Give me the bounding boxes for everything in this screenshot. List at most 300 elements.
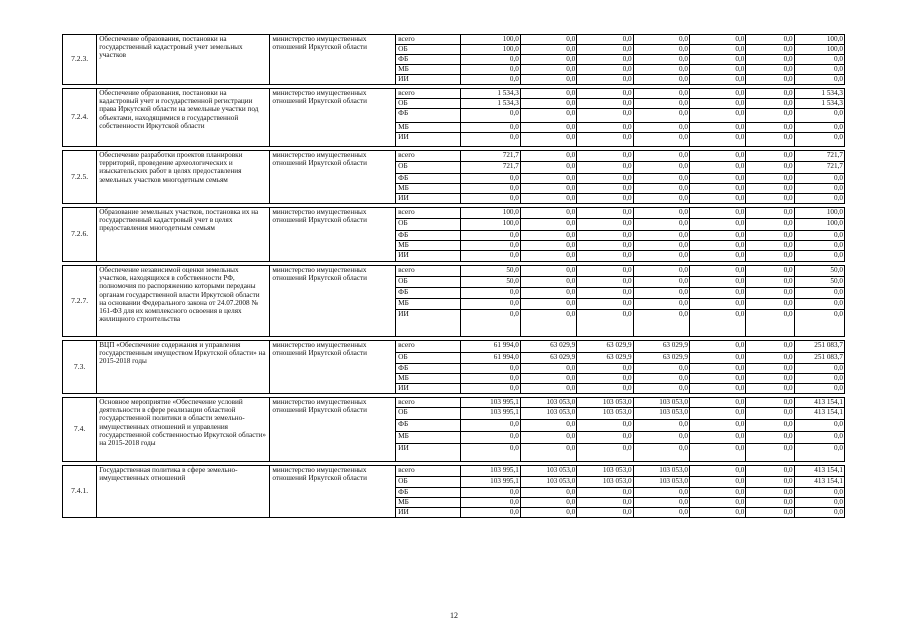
funding-value: 0,0 [633, 133, 689, 147]
funding-source: ИИ [396, 508, 460, 518]
funding-value: 0,0 [460, 498, 520, 508]
funding-value: 0,0 [577, 109, 633, 123]
funding-value: 0,0 [520, 299, 576, 310]
funding-value: 0,0 [794, 251, 844, 262]
funding-value: 0,0 [746, 45, 794, 55]
funding-value: 0,0 [633, 508, 689, 518]
funding-value: 0,0 [577, 162, 633, 174]
funding-table [62, 34, 845, 518]
funding-value: 0,0 [520, 508, 576, 518]
funding-value: 50,0 [794, 266, 844, 277]
funding-value: 0,0 [746, 231, 794, 241]
funding-value: 0,0 [689, 194, 745, 204]
funding-value: 0,0 [520, 310, 576, 337]
funding-value: 0,0 [577, 89, 633, 99]
funding-source: всего [396, 398, 460, 408]
funding-value: 0,0 [746, 398, 794, 408]
funding-value: 251 083,7 [794, 353, 844, 364]
table-row [63, 266, 845, 277]
funding-value: 100,0 [794, 208, 844, 219]
funding-value: 0,0 [577, 288, 633, 299]
funding-value: 0,0 [460, 231, 520, 241]
funding-value: 100,0 [460, 35, 520, 45]
funding-source: ФБ [396, 231, 460, 241]
funding-value: 0,0 [633, 75, 689, 85]
funding-value: 0,0 [689, 266, 745, 277]
funding-value: 0,0 [746, 364, 794, 374]
funding-value: 1 534,3 [794, 99, 844, 109]
funding-value: 0,0 [577, 219, 633, 231]
funding-source: ОБ [396, 408, 460, 420]
funding-value: 103 053,0 [577, 398, 633, 408]
funding-value: 0,0 [577, 123, 633, 133]
funding-value: 63 029,9 [520, 341, 576, 353]
funding-source: ИИ [396, 133, 460, 147]
funding-value: 0,0 [633, 99, 689, 109]
funding-value: 0,0 [633, 109, 689, 123]
funding-value: 0,0 [746, 374, 794, 384]
funding-value: 0,0 [746, 109, 794, 123]
funding-value: 0,0 [520, 99, 576, 109]
funding-source: МБ [396, 241, 460, 251]
funding-source: ОБ [396, 45, 460, 55]
funding-value: 413 154,1 [794, 408, 844, 420]
funding-value: 0,0 [746, 194, 794, 204]
funding-value: 0,0 [689, 420, 745, 432]
funding-source: ОБ [396, 477, 460, 488]
funding-source: МБ [396, 498, 460, 508]
measure-code: 7.2.4. [63, 89, 97, 147]
funding-value: 0,0 [794, 420, 844, 432]
funding-value: 1 534,3 [460, 89, 520, 99]
funding-value: 0,0 [520, 194, 576, 204]
funding-value: 0,0 [794, 310, 844, 337]
funding-value: 0,0 [633, 123, 689, 133]
funding-source: МБ [396, 374, 460, 384]
measure-code: 7.2.7. [63, 266, 97, 337]
funding-value: 0,0 [633, 498, 689, 508]
measure-executor: министерство имущественных отношений Иркутской области [270, 341, 396, 394]
funding-value: 103 053,0 [577, 408, 633, 420]
funding-value: 0,0 [520, 123, 576, 133]
funding-value: 0,0 [577, 241, 633, 251]
funding-source: ИИ [396, 75, 460, 85]
funding-value: 0,0 [746, 133, 794, 147]
funding-value: 0,0 [633, 266, 689, 277]
funding-value: 100,0 [794, 219, 844, 231]
funding-value: 0,0 [460, 174, 520, 184]
funding-value: 0,0 [577, 55, 633, 65]
measure-name: Обеспечение образования, постановки на кадастровый учет и государственной регистрации права Иркутской области на земельные участки под объектами, находящимися в государственной собственности Иркутской области [97, 89, 270, 147]
funding-value: 0,0 [633, 45, 689, 55]
funding-source: ИИ [396, 384, 460, 394]
funding-value: 0,0 [460, 133, 520, 147]
funding-value: 0,0 [520, 277, 576, 288]
funding-value: 0,0 [794, 288, 844, 299]
funding-value: 0,0 [746, 162, 794, 174]
table-row [63, 208, 845, 219]
funding-value: 721,7 [460, 162, 520, 174]
funding-value: 721,7 [460, 151, 520, 162]
funding-value: 103 995,1 [460, 408, 520, 420]
funding-value: 0,0 [689, 432, 745, 444]
measure-name: Обеспечение разработки проектов планировки территорий, проведение археологических и изыскательских работ в целях предоставления земельных участков многодетным семьям [97, 151, 270, 204]
funding-value: 0,0 [520, 420, 576, 432]
funding-value: 0,0 [633, 151, 689, 162]
funding-value: 0,0 [689, 35, 745, 45]
funding-value: 0,0 [746, 55, 794, 65]
funding-value: 0,0 [633, 65, 689, 75]
funding-value: 0,0 [520, 55, 576, 65]
table-row [63, 466, 845, 477]
funding-value: 0,0 [520, 219, 576, 231]
funding-value: 0,0 [520, 109, 576, 123]
funding-value: 0,0 [577, 444, 633, 462]
funding-value: 251 083,7 [794, 341, 844, 353]
measure-executor: министерство имущественных отношений Иркутской области [270, 398, 396, 462]
funding-value: 0,0 [633, 241, 689, 251]
funding-source: всего [396, 341, 460, 353]
measure-name: Обеспечение образования, постановки на государственный кадастровый учет земельных участков [97, 35, 270, 85]
funding-value: 0,0 [633, 310, 689, 337]
funding-value: 0,0 [520, 374, 576, 384]
funding-value: 0,0 [794, 374, 844, 384]
funding-value: 0,0 [577, 75, 633, 85]
funding-value: 0,0 [520, 488, 576, 498]
measure-code: 7.3. [63, 341, 97, 394]
funding-value: 0,0 [794, 364, 844, 374]
funding-value: 0,0 [689, 123, 745, 133]
funding-table-page [62, 34, 845, 518]
funding-value: 0,0 [460, 488, 520, 498]
funding-value: 721,7 [794, 162, 844, 174]
funding-value: 0,0 [746, 89, 794, 99]
funding-source: МБ [396, 123, 460, 133]
funding-value: 0,0 [746, 174, 794, 184]
funding-value: 0,0 [633, 444, 689, 462]
measure-name: Государственная политика в сфере земельно-имущественных отношений [97, 466, 270, 518]
funding-value: 0,0 [633, 374, 689, 384]
funding-value: 0,0 [746, 408, 794, 420]
funding-value: 0,0 [746, 184, 794, 194]
funding-value: 103 995,1 [460, 466, 520, 477]
funding-value: 63 029,9 [633, 341, 689, 353]
funding-value: 0,0 [794, 184, 844, 194]
funding-value: 0,0 [794, 498, 844, 508]
funding-value: 0,0 [633, 384, 689, 394]
funding-value: 0,0 [746, 498, 794, 508]
funding-value: 0,0 [689, 466, 745, 477]
funding-value: 0,0 [689, 477, 745, 488]
funding-value: 0,0 [577, 432, 633, 444]
funding-value: 0,0 [794, 488, 844, 498]
funding-value: 63 029,9 [577, 341, 633, 353]
funding-value: 0,0 [577, 194, 633, 204]
funding-value: 0,0 [460, 432, 520, 444]
funding-value: 0,0 [689, 208, 745, 219]
funding-value: 0,0 [520, 151, 576, 162]
funding-value: 0,0 [746, 99, 794, 109]
funding-source: ОБ [396, 277, 460, 288]
funding-value: 0,0 [577, 184, 633, 194]
measure-executor: министерство имущественных отношений Иркутской области [270, 466, 396, 518]
measure-executor: министерство имущественных отношений Иркутской области [270, 266, 396, 337]
funding-value: 0,0 [577, 488, 633, 498]
funding-value: 0,0 [689, 374, 745, 384]
funding-value: 0,0 [633, 208, 689, 219]
funding-value: 0,0 [689, 151, 745, 162]
funding-source: ФБ [396, 174, 460, 184]
funding-source: МБ [396, 184, 460, 194]
funding-value: 0,0 [520, 288, 576, 299]
funding-value: 0,0 [460, 384, 520, 394]
funding-value: 0,0 [746, 477, 794, 488]
funding-value: 0,0 [520, 89, 576, 99]
funding-value: 0,0 [794, 384, 844, 394]
funding-value: 0,0 [520, 241, 576, 251]
funding-value: 0,0 [633, 364, 689, 374]
funding-value: 0,0 [689, 45, 745, 55]
funding-value: 0,0 [460, 364, 520, 374]
funding-value: 0,0 [689, 498, 745, 508]
funding-value: 0,0 [520, 251, 576, 262]
funding-source: всего [396, 35, 460, 45]
funding-value: 0,0 [577, 508, 633, 518]
funding-value: 0,0 [746, 488, 794, 498]
funding-value: 50,0 [460, 266, 520, 277]
funding-source: всего [396, 466, 460, 477]
funding-value: 0,0 [689, 219, 745, 231]
funding-value: 0,0 [794, 299, 844, 310]
funding-value: 0,0 [746, 353, 794, 364]
funding-value: 0,0 [689, 65, 745, 75]
funding-value: 0,0 [746, 241, 794, 251]
funding-value: 0,0 [460, 241, 520, 251]
funding-value: 0,0 [746, 266, 794, 277]
funding-value: 0,0 [689, 231, 745, 241]
funding-value: 103 053,0 [633, 408, 689, 420]
funding-value: 0,0 [520, 65, 576, 75]
funding-value: 413 154,1 [794, 466, 844, 477]
table-row [63, 35, 845, 45]
funding-value: 0,0 [460, 374, 520, 384]
funding-value: 0,0 [689, 277, 745, 288]
funding-value: 0,0 [746, 123, 794, 133]
funding-source: ФБ [396, 488, 460, 498]
funding-value: 0,0 [520, 364, 576, 374]
funding-value: 0,0 [520, 75, 576, 85]
funding-value: 0,0 [460, 288, 520, 299]
measure-executor: министерство имущественных отношений Иркутской области [270, 89, 396, 147]
funding-value: 0,0 [520, 45, 576, 55]
funding-value: 0,0 [520, 444, 576, 462]
funding-value: 0,0 [633, 35, 689, 45]
funding-value: 0,0 [746, 151, 794, 162]
funding-value: 50,0 [460, 277, 520, 288]
funding-value: 0,0 [794, 65, 844, 75]
funding-value: 0,0 [577, 384, 633, 394]
funding-value: 0,0 [460, 444, 520, 462]
funding-value: 0,0 [746, 75, 794, 85]
funding-value: 0,0 [460, 251, 520, 262]
funding-value: 0,0 [520, 498, 576, 508]
funding-value: 0,0 [633, 277, 689, 288]
funding-table-body [63, 35, 845, 518]
funding-source: ФБ [396, 55, 460, 65]
funding-value: 0,0 [520, 174, 576, 184]
funding-value: 0,0 [689, 341, 745, 353]
funding-value: 0,0 [460, 184, 520, 194]
funding-value: 0,0 [520, 184, 576, 194]
funding-value: 0,0 [633, 231, 689, 241]
funding-value: 0,0 [746, 65, 794, 75]
funding-value: 0,0 [689, 288, 745, 299]
funding-value: 103 995,1 [460, 477, 520, 488]
funding-value: 63 029,9 [633, 353, 689, 364]
funding-value: 0,0 [689, 310, 745, 337]
funding-value: 0,0 [689, 162, 745, 174]
funding-source: ОБ [396, 162, 460, 174]
funding-value: 0,0 [746, 508, 794, 518]
funding-value: 0,0 [520, 35, 576, 45]
funding-value: 0,0 [746, 341, 794, 353]
funding-value: 0,0 [746, 432, 794, 444]
funding-value: 0,0 [689, 488, 745, 498]
funding-value: 0,0 [520, 432, 576, 444]
measure-code: 7.2.3. [63, 35, 97, 85]
funding-source: всего [396, 208, 460, 219]
funding-value: 103 053,0 [633, 466, 689, 477]
table-row [63, 398, 845, 408]
funding-value: 0,0 [689, 89, 745, 99]
funding-value: 0,0 [520, 231, 576, 241]
funding-value: 103 053,0 [520, 477, 576, 488]
funding-value: 61 994,0 [460, 353, 520, 364]
funding-value: 0,0 [633, 89, 689, 99]
funding-value: 0,0 [460, 55, 520, 65]
funding-value: 0,0 [460, 123, 520, 133]
funding-value: 100,0 [460, 219, 520, 231]
funding-value: 103 995,1 [460, 398, 520, 408]
funding-source: ОБ [396, 99, 460, 109]
funding-value: 0,0 [689, 99, 745, 109]
funding-value: 0,0 [689, 75, 745, 85]
funding-value: 0,0 [460, 508, 520, 518]
funding-value: 0,0 [746, 277, 794, 288]
funding-value: 0,0 [794, 241, 844, 251]
funding-source: ФБ [396, 109, 460, 123]
funding-source: МБ [396, 299, 460, 310]
funding-value: 0,0 [794, 231, 844, 241]
funding-value: 0,0 [577, 231, 633, 241]
funding-value: 100,0 [460, 45, 520, 55]
funding-value: 0,0 [633, 184, 689, 194]
funding-value: 61 994,0 [460, 341, 520, 353]
funding-value: 1 534,3 [794, 89, 844, 99]
funding-value: 0,0 [794, 109, 844, 123]
funding-value: 63 029,9 [577, 353, 633, 364]
measure-code: 7.2.5. [63, 151, 97, 204]
funding-value: 0,0 [633, 194, 689, 204]
funding-value: 0,0 [746, 219, 794, 231]
funding-value: 0,0 [689, 241, 745, 251]
funding-value: 0,0 [746, 288, 794, 299]
funding-value: 0,0 [689, 109, 745, 123]
funding-source: ОБ [396, 219, 460, 231]
funding-value: 100,0 [460, 208, 520, 219]
funding-value: 0,0 [577, 251, 633, 262]
funding-value: 413 154,1 [794, 398, 844, 408]
funding-value: 0,0 [577, 151, 633, 162]
funding-source: МБ [396, 65, 460, 75]
funding-value: 0,0 [794, 75, 844, 85]
measure-code: 7.4.1. [63, 466, 97, 518]
funding-value: 100,0 [794, 35, 844, 45]
table-row [63, 341, 845, 353]
funding-value: 0,0 [633, 251, 689, 262]
funding-value: 0,0 [689, 174, 745, 184]
funding-value: 0,0 [577, 498, 633, 508]
funding-value: 0,0 [633, 420, 689, 432]
funding-source: всего [396, 151, 460, 162]
measure-name: Образование земельных участков, постановка их на государственный кадастровый учет в целях предоставления многодетным семьям [97, 208, 270, 262]
funding-value: 0,0 [520, 162, 576, 174]
funding-value: 0,0 [746, 310, 794, 337]
funding-value: 0,0 [520, 133, 576, 147]
funding-value: 0,0 [577, 208, 633, 219]
funding-value: 0,0 [633, 488, 689, 498]
funding-value: 0,0 [577, 266, 633, 277]
funding-value: 0,0 [460, 299, 520, 310]
funding-source: всего [396, 89, 460, 99]
funding-value: 0,0 [689, 299, 745, 310]
funding-source: ИИ [396, 444, 460, 462]
funding-value: 0,0 [633, 299, 689, 310]
funding-value: 0,0 [577, 277, 633, 288]
funding-value: 0,0 [689, 398, 745, 408]
funding-value: 0,0 [633, 219, 689, 231]
funding-value: 721,7 [794, 151, 844, 162]
funding-value: 0,0 [460, 109, 520, 123]
funding-value: 0,0 [794, 508, 844, 518]
funding-value: 103 053,0 [520, 408, 576, 420]
measure-executor: министерство имущественных отношений Иркутской области [270, 151, 396, 204]
funding-value: 103 053,0 [577, 477, 633, 488]
funding-value: 103 053,0 [633, 398, 689, 408]
funding-value: 100,0 [794, 45, 844, 55]
funding-value: 0,0 [577, 99, 633, 109]
funding-value: 0,0 [689, 408, 745, 420]
funding-value: 0,0 [520, 266, 576, 277]
funding-value: 0,0 [746, 466, 794, 477]
funding-value: 0,0 [689, 55, 745, 65]
table-row [63, 89, 845, 99]
funding-value: 0,0 [633, 162, 689, 174]
funding-value: 0,0 [577, 45, 633, 55]
funding-value: 0,0 [794, 194, 844, 204]
funding-value: 0,0 [794, 432, 844, 444]
page-number: 12 [450, 611, 458, 620]
funding-value: 0,0 [460, 310, 520, 337]
funding-source: ФБ [396, 420, 460, 432]
funding-value: 0,0 [577, 35, 633, 45]
funding-source: ФБ [396, 364, 460, 374]
funding-value: 0,0 [633, 288, 689, 299]
funding-value: 0,0 [794, 133, 844, 147]
table-row [63, 151, 845, 162]
measure-executor: министерство имущественных отношений Иркутской области [270, 35, 396, 85]
measure-code: 7.4. [63, 398, 97, 462]
